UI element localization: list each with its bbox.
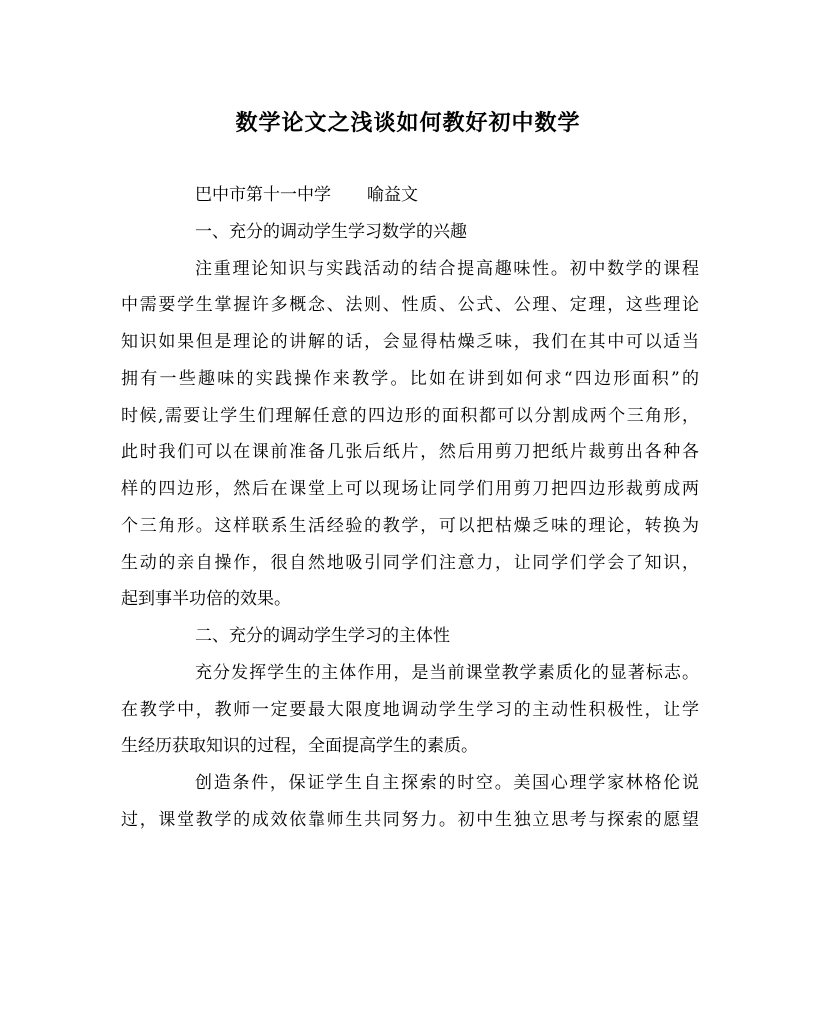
paragraph-line: 时候,需要让学生们理解任意的四边形的面积都可以分割成两个三角形， [121,405,699,426]
author-line [121,177,699,214]
document-title: 数学论文之浅谈如何教好初中数学 [235,110,581,136]
paragraph-line: 创造条件，保证学生自主探索的时空。美国心理学家林格伦说 [195,773,699,793]
paragraph-line: 充分发挥学生的主体作用，是当前课堂教学素质化的显著标志。 [195,662,699,683]
section-heading-2: 二、充分的调动学生学习的主体性 [195,626,450,646]
paragraph-line: 中需要学生掌握许多概念、法则、性质、公式、公理、定理，这些理论 [121,295,699,316]
paragraph-line: 在教学中，教师一定要最大限度地调动学生学习的主动性积极性，让学 [121,699,699,720]
paragraph-line: 生动的亲自操作，很自然地吸引同学们注意力，让同学们学会了知识， [121,552,699,573]
paragraph-line: 生经历获取知识的过程，全面提高学生的素质。 [121,736,478,757]
author-name: 喻益文 [367,185,418,205]
paragraph-line: 此时我们可以在课前准备几张后纸片，然后用剪刀把纸片裁剪出各种各 [121,442,699,463]
paragraph-line: 拥有一些趣味的实践操作来教学。比如在讲到如何求“四边形面积”的 [121,368,699,389]
paragraph-line: 过，课堂教学的成效依靠师生共同努力。初中生独立思考与探索的愿望 [121,809,699,830]
paragraph-line: 起到事半功倍的效果。 [121,589,291,610]
paragraph-line: 个三角形。这样联系生活经验的教学，可以把枯燥乏味的理论，转换为 [121,515,699,536]
paragraph-line: 知识如果但是理论的讲解的话，会显得枯燥乏味，我们在其中可以适当 [121,332,699,352]
section-heading-1: 一、充分的调动学生学习数学的兴趣 [195,221,467,242]
author-school: 巴中市第十一中学 [195,185,331,205]
paragraph-line: 注重理论知识与实践活动的结合提高趣味性。初中数学的课程 [195,258,699,279]
paragraph-line: 样的四边形，然后在课堂上可以现场让同学们用剪刀把四边形裁剪成两 [121,479,699,499]
document-body [121,177,699,839]
